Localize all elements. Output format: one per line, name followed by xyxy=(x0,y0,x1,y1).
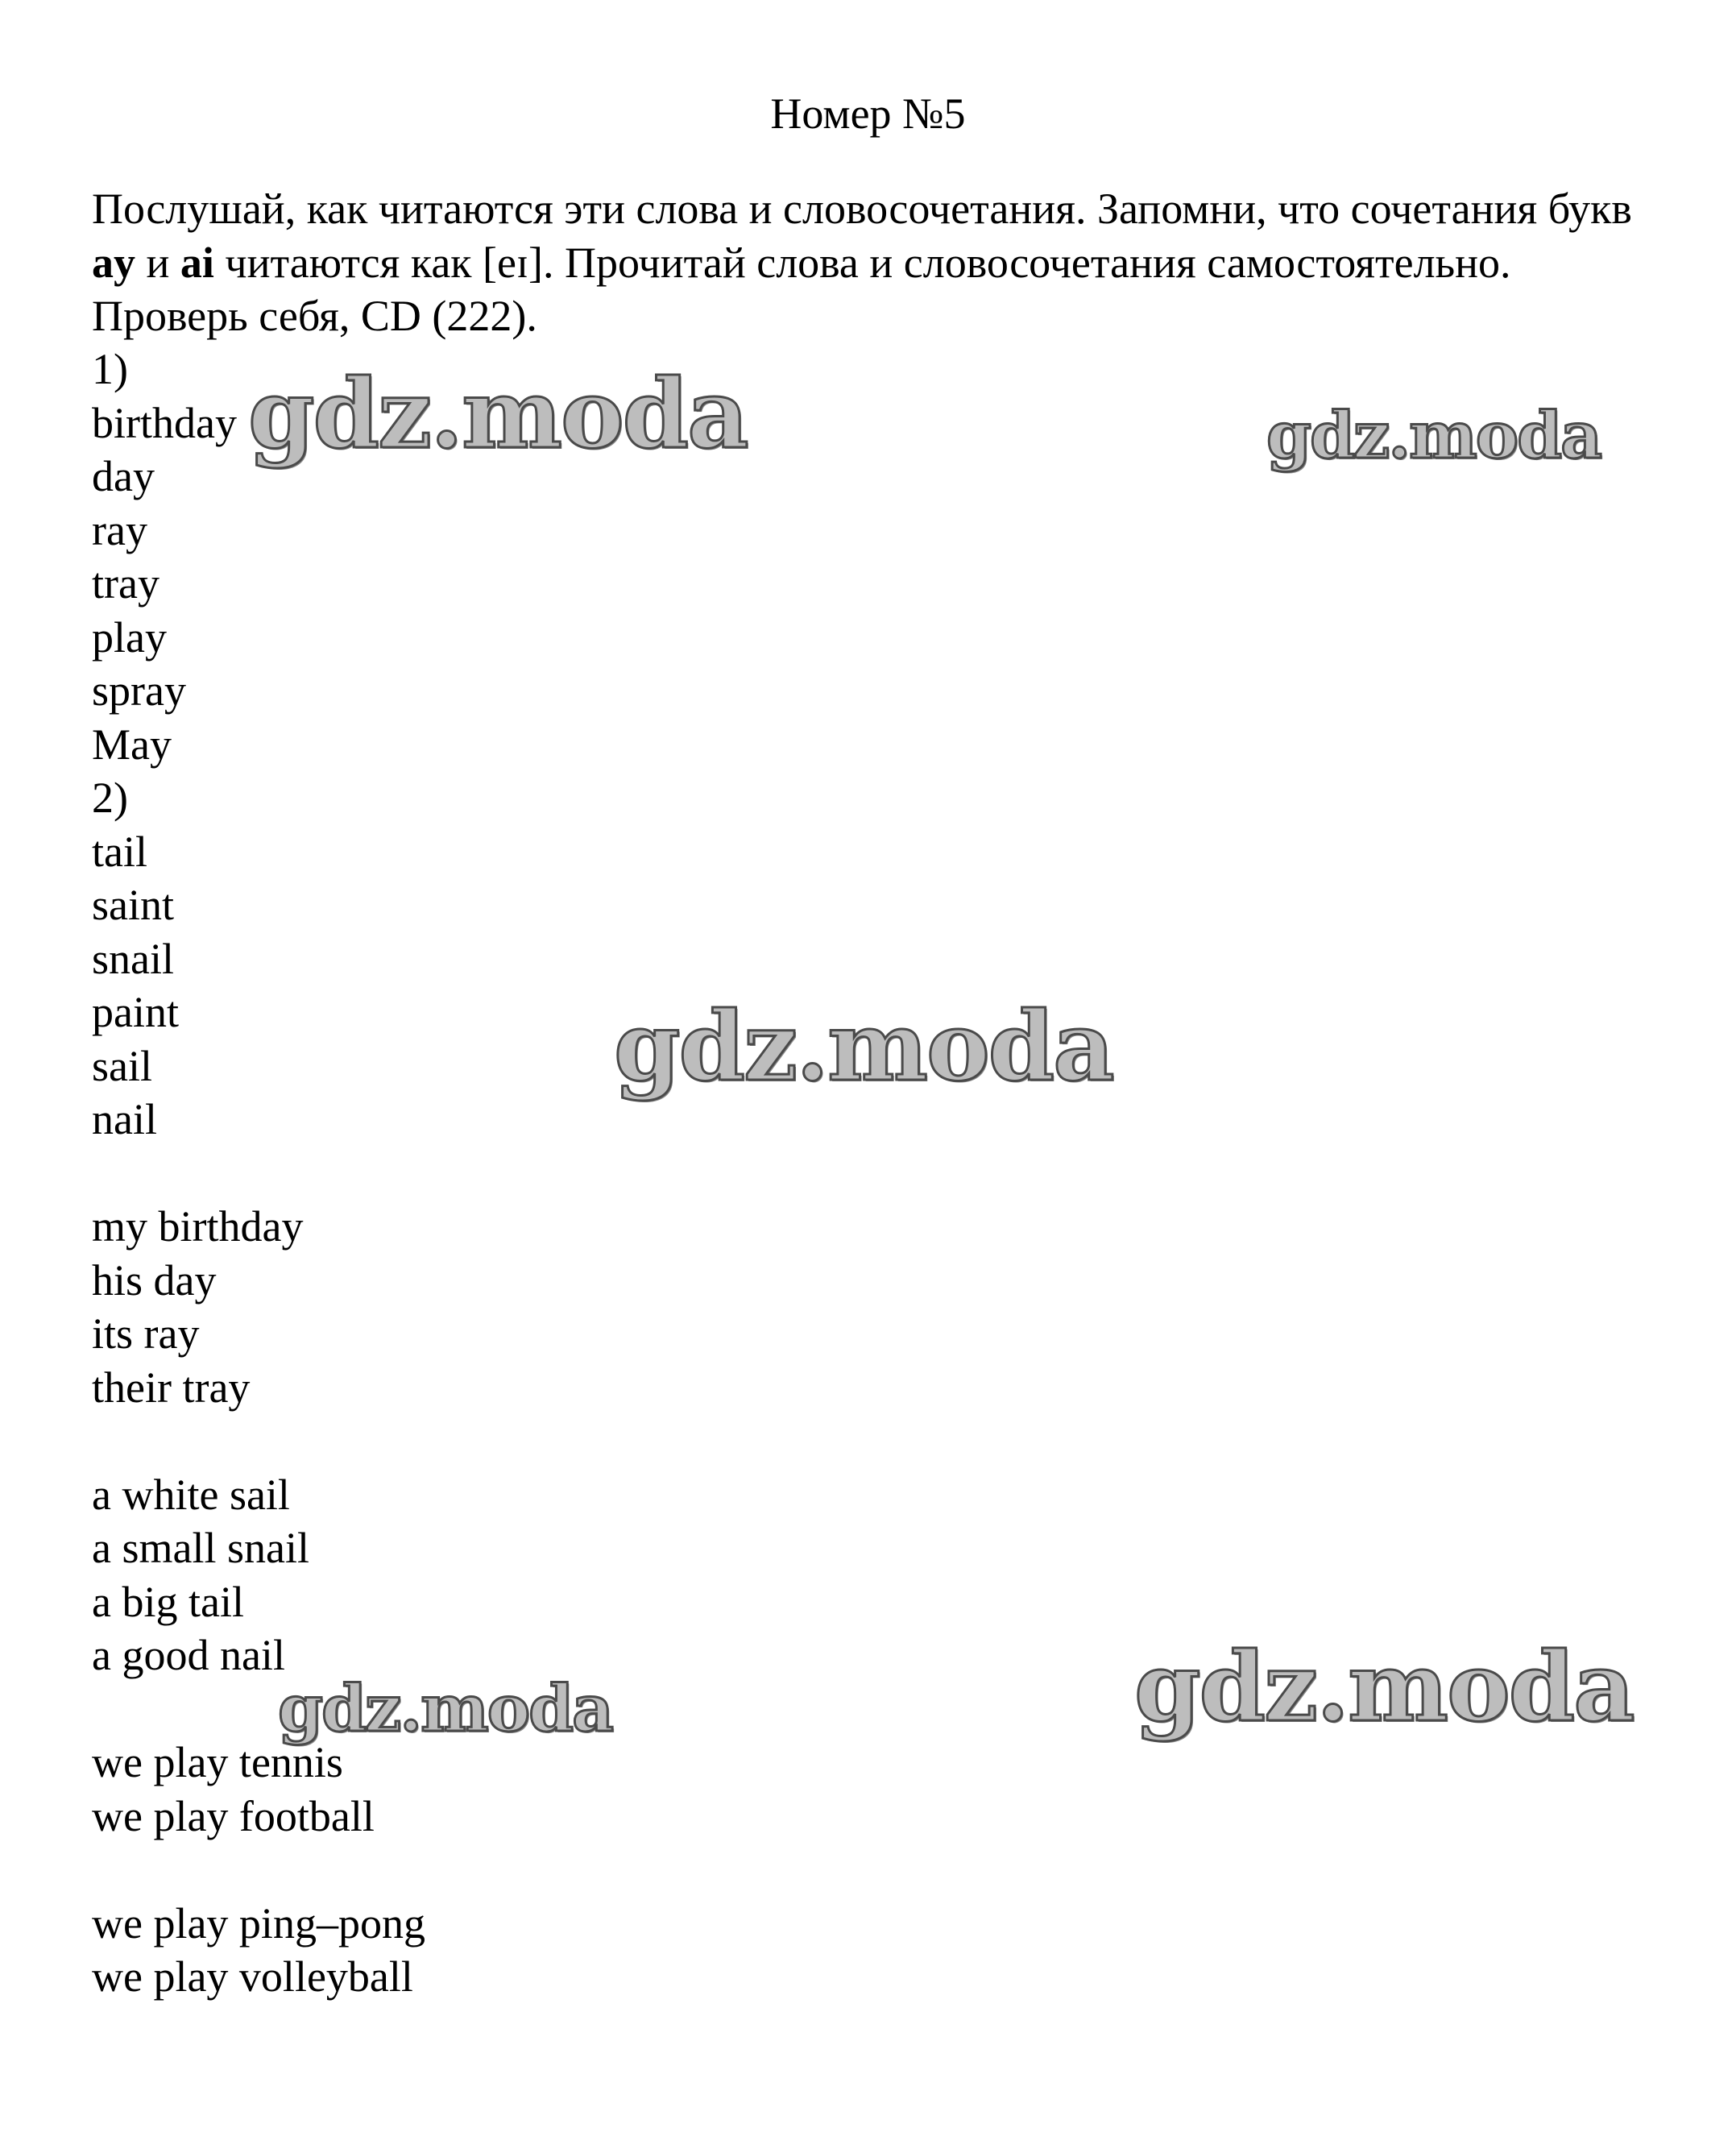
list-item: tail xyxy=(92,827,147,876)
instructions-bold-ay: ay xyxy=(92,238,135,287)
list-item: saint xyxy=(92,881,174,929)
watermark-logo: gdz.moda xyxy=(248,358,748,470)
blank-line xyxy=(92,1843,425,1897)
list-item: a good nail xyxy=(92,1631,285,1679)
watermark-logo: gdz.moda xyxy=(278,1670,612,1746)
list-item: a small snail xyxy=(92,1524,309,1572)
list-item: sail xyxy=(92,1041,152,1090)
list-item: snail xyxy=(92,934,174,983)
page-title: Номер №5 xyxy=(770,89,966,138)
list-item: we play tennis xyxy=(92,1738,343,1786)
list-item: tray xyxy=(92,559,160,608)
list-item: his day xyxy=(92,1255,217,1305)
instructions-paragraph xyxy=(92,182,1671,343)
list-item: its ray xyxy=(92,1309,200,1358)
list-item: my birthday xyxy=(92,1202,304,1251)
list-item: spray xyxy=(92,666,186,715)
word-list xyxy=(92,342,425,2004)
list-item: a big tail xyxy=(92,1577,244,1626)
list-item: we play football xyxy=(92,1791,375,1840)
instructions-text-2: и xyxy=(135,238,180,287)
list-item: 2) xyxy=(92,774,128,822)
watermark-logo: gdz.moda xyxy=(614,990,1113,1102)
list-item: play xyxy=(92,612,167,662)
list-item: ray xyxy=(92,505,147,554)
blank-line xyxy=(92,1414,425,1468)
list-item: paint xyxy=(92,988,179,1036)
watermark-logo: gdz.moda xyxy=(1134,1631,1634,1743)
list-item: a white sail xyxy=(92,1470,290,1519)
list-item: we play volleyball xyxy=(92,1952,413,2001)
list-item: May xyxy=(92,720,172,769)
blank-line xyxy=(92,1147,425,1201)
watermark-logo: gdz.moda xyxy=(1266,397,1601,473)
instructions-text-3: читаются как [eɪ]. Прочитай слова и словосочетания самостоятельно. Проверь себя, CD (222). xyxy=(92,238,1511,340)
list-item: nail xyxy=(92,1095,157,1143)
list-item: their tray xyxy=(92,1363,251,1412)
list-item: we play ping–pong xyxy=(92,1898,425,1948)
list-item: day xyxy=(92,452,155,500)
instructions-text-1: Послушай, как читаются эти слова и словосочетания. Запомни, что сочетания букв xyxy=(92,185,1632,233)
list-item: birthday xyxy=(92,398,237,447)
instructions-bold-ai: ai xyxy=(180,238,214,287)
list-item: 1) xyxy=(92,345,128,393)
